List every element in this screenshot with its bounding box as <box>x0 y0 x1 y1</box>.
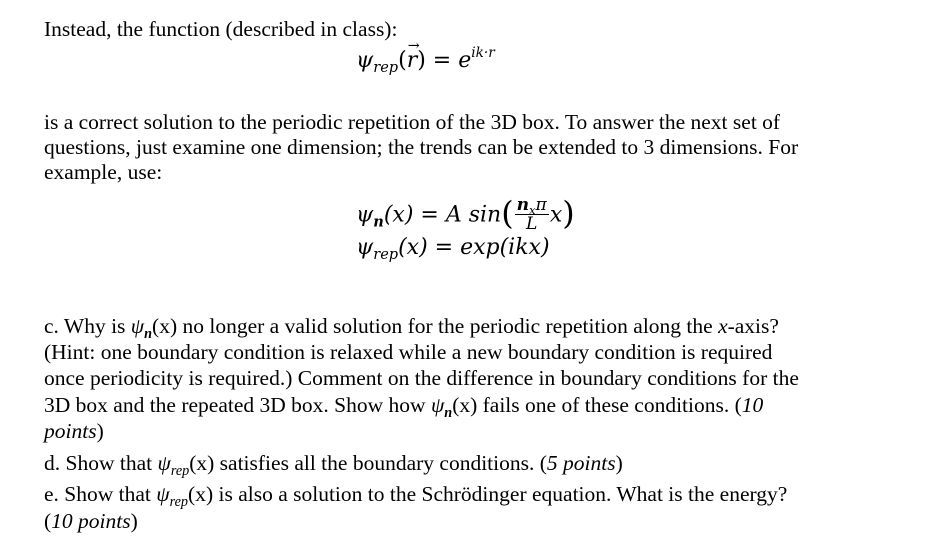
text: ) <box>96 419 104 443</box>
psi-subscript: n <box>444 404 453 421</box>
psi-symbol: ψ <box>157 451 171 475</box>
equation-rhs: (x) = exp(ikx) <box>398 235 550 260</box>
equation-psi-rep-1d <box>356 235 550 264</box>
vector-r: r → <box>407 48 418 73</box>
psi-subscript: rep <box>170 462 190 479</box>
text: (x) fails one of these conditions. ( <box>452 393 742 417</box>
psi-symbol: ψ <box>130 314 145 338</box>
fraction-numerator <box>515 195 549 218</box>
question-c-line-5 <box>44 419 904 444</box>
psi-symbol: ψ <box>356 202 374 228</box>
text: c. Why is <box>44 314 131 338</box>
psi-subscript: rep <box>373 247 399 264</box>
text: e. Show that <box>44 482 157 506</box>
points-value: 10 <box>741 393 764 417</box>
equation-lhs-arg: (x) = A sin <box>383 202 502 228</box>
question-c-line-1 <box>44 314 904 342</box>
numerator-n: n <box>516 195 530 216</box>
numerator-pi: π <box>535 195 547 216</box>
question-d <box>44 451 904 479</box>
text: -axis? <box>727 314 779 338</box>
equation-tail: x <box>549 202 563 228</box>
exp-base: e <box>458 48 472 73</box>
question-e-line-2 <box>44 509 904 534</box>
points-label: 5 points <box>546 451 616 475</box>
psi-subscript: rep <box>169 493 189 510</box>
exp-exponent: ik·r <box>471 44 495 61</box>
intro-text: Instead, the function (described in class): <box>44 17 398 41</box>
left-paren: ( <box>501 194 514 232</box>
equation-psi-n <box>356 194 575 234</box>
question-e-line-1 <box>44 482 904 510</box>
question-c-line-2: (Hint: one boundary condition is relaxed while a new boundary condition is required <box>44 340 773 364</box>
psi-symbol: ψ <box>356 235 374 260</box>
question-c-line-4 <box>44 393 904 421</box>
psi-symbol: ψ <box>156 482 170 506</box>
question-c-line-3: once periodicity is required.) Comment on the difference in boundary conditions for the <box>44 366 799 390</box>
points-label: 10 points <box>51 509 131 533</box>
text: (x) satisfies all the boundary conditions. ( <box>189 451 547 475</box>
x-variable: x <box>718 314 728 338</box>
psi-symbol: ψ <box>356 48 374 73</box>
text: (x) no longer a valid solution for the periodic repetition along the <box>152 314 719 338</box>
text: (x) is also a solution to the Schrödinger equation. What is the energy? <box>188 482 788 506</box>
numerator-sub: x <box>529 203 536 218</box>
right-paren: ) <box>562 194 575 232</box>
paragraph-line-3: example, use: <box>44 160 163 184</box>
points-label: points <box>44 419 97 443</box>
psi-subscript: n <box>373 213 384 231</box>
psi-symbol: ψ <box>430 393 445 417</box>
equation-psi-rep-3d: $\psi_{rep}(r$ →) = $e^{ik\cdot r}$ <box>356 48 495 73</box>
paragraph-line-1: is a correct solution to the periodic repetition of the 3D box. To answer the next set of <box>44 110 781 134</box>
text: ) <box>615 451 623 475</box>
text: ) <box>130 509 138 533</box>
psi-subscript: rep <box>373 60 399 77</box>
text: ( <box>44 509 52 533</box>
fraction <box>515 197 549 233</box>
fraction-denominator: L <box>526 214 538 235</box>
psi-subscript: n <box>144 325 153 342</box>
text: 3D box and the repeated 3D box. Show how <box>44 393 431 417</box>
text: d. Show that <box>44 451 158 475</box>
paragraph-line-2: questions, just examine one dimension; the trends can be extended to 3 dimensions. For <box>44 135 799 159</box>
